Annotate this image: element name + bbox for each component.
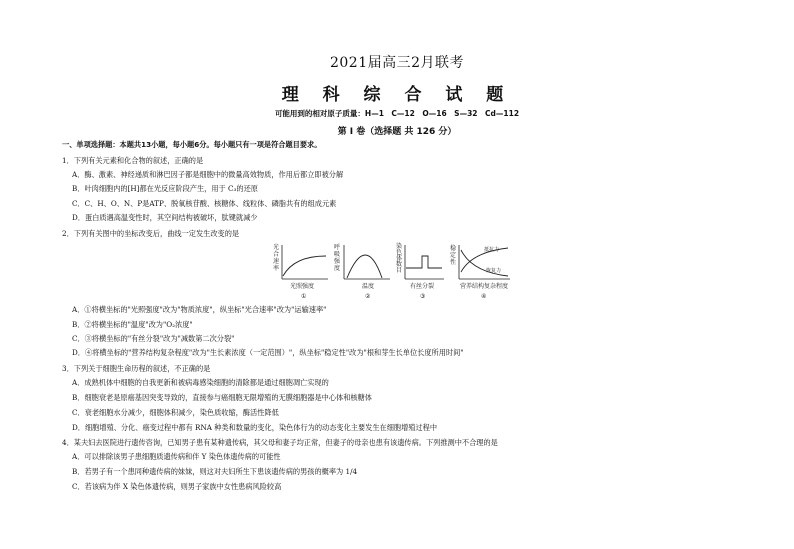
f4-y-label-2: 性 [450,259,457,266]
f3-y-label-0: 染 [396,243,403,250]
f4-x-label: 营养结构复杂程度 [460,283,509,290]
volume-heading: 第 I 卷（选择题 共 126 分） [337,127,457,137]
figure-1 [273,243,328,300]
section-instructions: 一、单项选择题：本题共13小题，每小题6分。每小题只有一项是符合题目要求。 [62,140,322,149]
q3-option-b: B．细胞衰老是原癌基因突变导致的，直接参与癌细胞无限增殖的无膜细胞器是中心体和核糖体 [72,393,372,402]
q1-option-a: A．酶、激素、神经递质和淋巴因子都是细胞中的微量高效物质，作用后都立即被分解 [72,170,344,179]
f3-x-label: 有丝分裂 [410,283,435,290]
figure-2 [334,243,390,300]
subject-title: 理 科 综 合 试 题 [281,85,513,105]
f3-y-label-1: 色 [396,249,403,256]
q1-option-b: B．叶肉细胞内的[H]都在光反应阶段产生，用于 C₃的还原 [72,184,258,193]
q2-option-b: B．②将横坐标的"温度"改为"O₂浓度" [72,320,193,329]
f3-number: ③ [420,293,426,300]
f2-curve [347,255,382,278]
figure-4 [450,244,510,300]
q3-stem: 3．下列关于细胞生命历程的叙述，不正确的是 [62,364,211,373]
q3-option-a: A．成熟机体中细胞的自我更新和被病毒感染细胞的清除都是通过细胞凋亡实现的 [72,378,329,387]
atomic-mass-line: 可能用到的相对原子质量：H—1 C—12 O—16 S—32 Cd—112 [274,109,520,118]
f1-y-label-0: 光 [273,244,280,251]
f2-y-label-3: 度 [334,265,341,272]
q1-option-c: C．C、H、O、N、P是ATP、脱氧核苷酸、核糖体、线粒体、磷脂共有的组成元素 [72,199,337,208]
f1-curve [283,256,326,276]
q2-option-d: D．④将横坐标的"营养结构复杂程度"改为"生长素浓度（一定范围）"，纵坐标"稳定性"改为"根和芽生长单位长度所用时间" [72,348,464,357]
f2-y-label-1: 吸 [334,251,341,258]
q2-figures [272,242,512,302]
q3-option-c: C．衰老细胞水分减少，细胞体积减少，染色质收缩，酶活性降低 [72,408,279,417]
f2-x-label: 温度 [362,283,375,290]
q2-option-a: A．①将横坐标的"光照强度"改为"物质浓度"，纵坐标"光合速率"改为"运输速率" [72,305,327,314]
f4-curve-2-label: 恢复力 [486,268,502,274]
q1-option-d: D．蛋白质遇高温变性时，其空间结构被破坏，肽键就减少 [72,213,258,222]
q4-option-c: C．若该病为伴 X 染色体遗传病，则男子家族中女性患病风险较高 [72,482,282,491]
q2-option-c: C．③将横坐标的"有丝分裂"改为"减数第二次分裂" [72,334,235,343]
f3-y-label-2: 体 [396,255,403,262]
f1-y-label-3: 率 [273,265,280,272]
f3-y-label-4: 目 [396,267,403,274]
f2-number: ② [365,293,371,300]
q4-option-a: A．可以排除该男子患细胞质遗传病和伴 Y 染色体遗传病的可能性 [72,452,281,461]
f3-curve [406,256,442,268]
q2-stem: 2．下列有关图中的坐标改变后，曲线一定发生改变的是 [62,229,240,238]
q4-stem: 4．某夫妇去医院进行遗传咨询，已知男子患有某种遗传病，其父母和妻子均正常，但妻子的母亲也患有该遗传病。下列推测中不合理的是 [62,438,498,447]
q3-option-d: D．细胞增殖、分化、癌变过程中都有 RNA 种类和数量的变化，染色体行为的动态变化主要发生在细胞增殖过程中 [72,423,438,432]
f1-x-label: 光照强度 [290,283,315,290]
figure-3 [396,242,444,300]
f4-curve-1-label: 抵抗力 [484,247,500,253]
f4-y-label-0: 稳 [450,245,457,252]
q2-figures-svg [272,242,512,302]
q1-stem: 1．下列有关元素和化合物的叙述，正确的是 [62,156,204,165]
exam-title: 2021届高三2月联考 [329,55,465,71]
f2-y-label-2: 强 [334,258,341,265]
f1-y-label-1: 合 [273,251,280,258]
f1-number: ① [301,293,307,300]
f1-y-label-2: 速 [273,258,280,265]
f4-y-label-1: 定 [450,252,457,259]
f2-y-label-0: 呼 [334,244,341,251]
q4-option-b: B．若男子有一个患同种遗传病的妹妹，则这对夫妇所生下患该遗传病的男孩的概率为 1/4 [72,467,358,476]
f3-y-label-3: 数 [396,261,403,268]
f4-number: ④ [481,293,487,300]
